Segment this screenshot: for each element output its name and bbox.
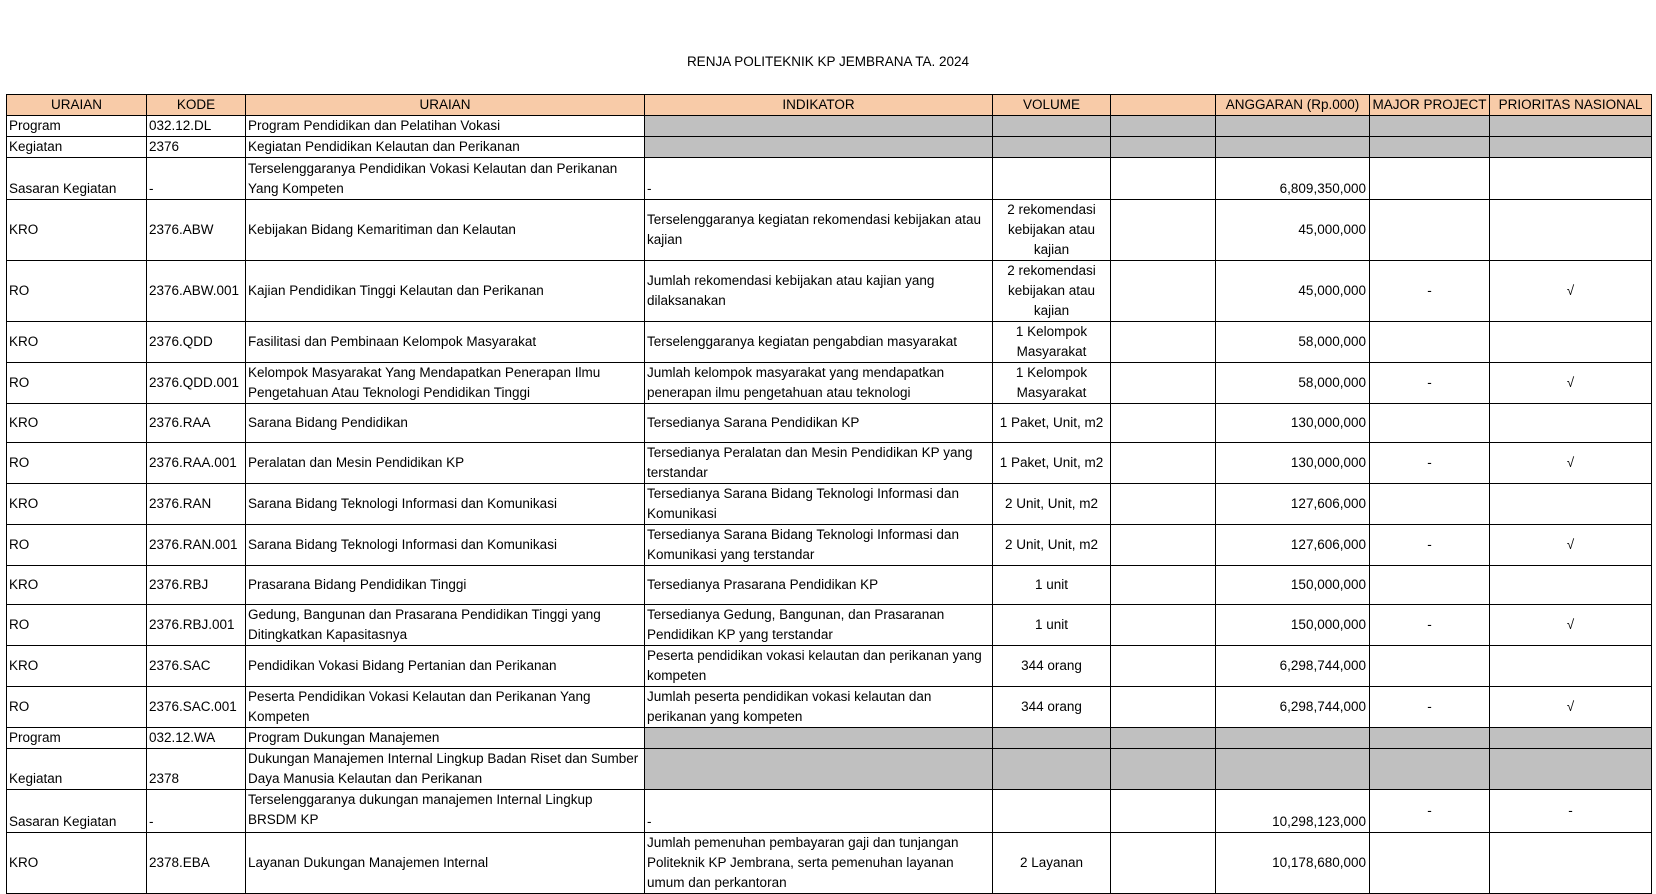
cell-kode: 2378 [147,749,246,790]
cell-kode: 2376.RBJ [147,566,246,605]
cell-kode: 2376.RBJ.001 [147,605,246,646]
cell-blank [1111,137,1216,158]
cell-indikator: Tersedianya Sarana Bidang Teknologi Informasi dan Komunikasi [645,484,993,525]
cell-level: KRO [7,404,147,443]
cell-indikator: - [645,158,993,200]
cell-prioritas-nasional [1490,158,1652,200]
cell-kode: 032.12.WA [147,728,246,749]
table-row [7,116,1652,137]
cell-prioritas-nasional [1490,728,1652,749]
cell-volume: 1 Paket, Unit, m2 [993,443,1111,484]
cell-level: RO [7,687,147,728]
cell-kode: 2376.ABW [147,200,246,261]
cell-volume: 1 unit [993,605,1111,646]
cell-anggaran [1216,137,1370,158]
cell-major-project [1370,404,1490,443]
cell-kode: 2376.RAN.001 [147,525,246,566]
cell-anggaran: 130,000,000 [1216,404,1370,443]
cell-indikator [645,728,993,749]
cell-prioritas-nasional: √ [1490,261,1652,322]
cell-major-project: - [1370,790,1490,833]
cell-anggaran: 127,606,000 [1216,525,1370,566]
cell-level: Sasaran Kegiatan [7,158,147,200]
cell-uraian: Peserta Pendidikan Vokasi Kelautan dan Perikanan Yang Kompeten [246,687,645,728]
cell-level: KRO [7,200,147,261]
cell-uraian: Terselenggaranya Pendidikan Vokasi Kelautan dan Perikanan Yang Kompeten [246,158,645,200]
page-title: RENJA POLITEKNIK KP JEMBRANA TA. 2024 [686,54,970,69]
cell-volume [993,728,1111,749]
cell-kode: 2376.ABW.001 [147,261,246,322]
cell-blank [1111,525,1216,566]
cell-blank [1111,605,1216,646]
cell-uraian: Layanan Dukungan Manajemen Internal [246,833,645,894]
cell-blank [1111,566,1216,605]
cell-anggaran: 6,809,350,000 [1216,158,1370,200]
cell-prioritas-nasional: √ [1490,443,1652,484]
cell-blank [1111,116,1216,137]
cell-major-project [1370,749,1490,790]
table-row [7,687,1652,728]
cell-uraian: Sarana Bidang Teknologi Informasi dan Komunikasi [246,484,645,525]
cell-volume [993,137,1111,158]
cell-blank [1111,687,1216,728]
cell-level: Kegiatan [7,137,147,158]
cell-indikator: Jumlah pemenuhan pembayaran gaji dan tunjangan Politeknik KP Jembrana, serta pemenuhan layanan umum dan perkantoran [645,833,993,894]
table-row [7,200,1652,261]
cell-uraian: Sarana Bidang Pendidikan [246,404,645,443]
cell-indikator: Tersedianya Gedung, Bangunan, dan Prasaranan Pendidikan KP yang terstandar [645,605,993,646]
table-row [7,646,1652,687]
cell-uraian: Kelompok Masyarakat Yang Mendapatkan Penerapan Ilmu Pengetahuan Atau Teknologi Pendidikan Tinggi [246,363,645,404]
cell-kode: 2376 [147,137,246,158]
cell-indikator: Terselenggaranya kegiatan pengabdian masyarakat [645,322,993,363]
table-row [7,322,1652,363]
table-row [7,605,1652,646]
table-row [7,261,1652,322]
cell-anggaran: 58,000,000 [1216,322,1370,363]
cell-major-project [1370,158,1490,200]
table-row [7,790,1652,833]
cell-kode: 2376.RAA [147,404,246,443]
renja-table [6,94,1652,894]
cell-anggaran: 58,000,000 [1216,363,1370,404]
cell-anggaran: 150,000,000 [1216,605,1370,646]
cell-indikator [645,137,993,158]
cell-prioritas-nasional [1490,484,1652,525]
cell-prioritas-nasional [1490,646,1652,687]
cell-major-project [1370,566,1490,605]
cell-blank [1111,833,1216,894]
cell-indikator: Jumlah peserta pendidikan vokasi kelautan dan perikanan yang kompeten [645,687,993,728]
cell-level: Kegiatan [7,749,147,790]
col-header-anggaran: ANGGARAN (Rp.000) [1216,95,1370,116]
table-row [7,443,1652,484]
cell-anggaran: 130,000,000 [1216,443,1370,484]
cell-volume: 1 Kelompok Masyarakat [993,322,1111,363]
cell-blank [1111,404,1216,443]
cell-volume [993,749,1111,790]
cell-anggaran: 6,298,744,000 [1216,687,1370,728]
cell-anggaran [1216,749,1370,790]
cell-prioritas-nasional [1490,137,1652,158]
cell-level: RO [7,443,147,484]
cell-level: RO [7,525,147,566]
cell-level: KRO [7,566,147,605]
col-header-uraian-level: URAIAN [7,95,147,116]
cell-major-project: - [1370,261,1490,322]
cell-level: KRO [7,833,147,894]
cell-uraian: Kajian Pendidikan Tinggi Kelautan dan Perikanan [246,261,645,322]
cell-major-project [1370,728,1490,749]
cell-volume: 2 rekomendasi kebijakan atau kajian [993,261,1111,322]
cell-prioritas-nasional [1490,404,1652,443]
cell-volume: 344 orang [993,646,1111,687]
cell-prioritas-nasional [1490,566,1652,605]
cell-anggaran: 45,000,000 [1216,261,1370,322]
cell-volume [993,790,1111,833]
cell-blank [1111,790,1216,833]
cell-level: RO [7,261,147,322]
cell-prioritas-nasional: √ [1490,525,1652,566]
cell-major-project [1370,322,1490,363]
cell-uraian: Peralatan dan Mesin Pendidikan KP [246,443,645,484]
cell-indikator [645,116,993,137]
cell-anggaran: 10,178,680,000 [1216,833,1370,894]
cell-prioritas-nasional [1490,833,1652,894]
cell-anggaran: 45,000,000 [1216,200,1370,261]
cell-volume: 1 Paket, Unit, m2 [993,404,1111,443]
cell-blank [1111,363,1216,404]
cell-prioritas-nasional [1490,749,1652,790]
cell-volume: 344 orang [993,687,1111,728]
cell-kode: 2376.QDD [147,322,246,363]
cell-volume: 2 Unit, Unit, m2 [993,525,1111,566]
cell-uraian: Kegiatan Pendidikan Kelautan dan Perikanan [246,137,645,158]
cell-level: Sasaran Kegiatan [7,790,147,833]
table-row [7,525,1652,566]
cell-blank [1111,749,1216,790]
cell-prioritas-nasional: - [1490,790,1652,833]
cell-major-project: - [1370,605,1490,646]
cell-kode: 032.12.DL [147,116,246,137]
cell-kode: 2376.SAC [147,646,246,687]
cell-level: Program [7,728,147,749]
cell-anggaran: 150,000,000 [1216,566,1370,605]
cell-indikator: Terselenggaranya kegiatan rekomendasi kebijakan atau kajian [645,200,993,261]
cell-uraian: Fasilitasi dan Pembinaan Kelompok Masyarakat [246,322,645,363]
cell-prioritas-nasional [1490,322,1652,363]
cell-major-project: - [1370,363,1490,404]
cell-major-project: - [1370,525,1490,566]
cell-major-project [1370,200,1490,261]
col-header-blank [1111,95,1216,116]
table-row [7,137,1652,158]
cell-indikator: Tersedianya Peralatan dan Mesin Pendidikan KP yang terstandar [645,443,993,484]
table-row [7,484,1652,525]
cell-anggaran: 127,606,000 [1216,484,1370,525]
cell-blank [1111,158,1216,200]
cell-indikator: Jumlah kelompok masyarakat yang mendapatkan penerapan ilmu pengetahuan atau teknologi [645,363,993,404]
cell-blank [1111,200,1216,261]
cell-volume: 2 rekomendasi kebijakan atau kajian [993,200,1111,261]
cell-level: KRO [7,646,147,687]
table-row [7,566,1652,605]
cell-uraian: Kebijakan Bidang Kemaritiman dan Kelautan [246,200,645,261]
col-header-kode: KODE [147,95,246,116]
cell-prioritas-nasional [1490,116,1652,137]
cell-uraian: Program Pendidikan dan Pelatihan Vokasi [246,116,645,137]
cell-major-project [1370,646,1490,687]
cell-major-project [1370,484,1490,525]
col-header-major-project: MAJOR PROJECT [1370,95,1490,116]
cell-anggaran: 10,298,123,000 [1216,790,1370,833]
cell-kode: 2376.QDD.001 [147,363,246,404]
cell-kode: - [147,790,246,833]
cell-indikator: Tersedianya Prasarana Pendidikan KP [645,566,993,605]
cell-level: KRO [7,484,147,525]
cell-volume [993,158,1111,200]
cell-prioritas-nasional: √ [1490,687,1652,728]
col-header-indikator: INDIKATOR [645,95,993,116]
cell-kode: 2376.RAN [147,484,246,525]
cell-major-project: - [1370,687,1490,728]
cell-indikator: Peserta pendidikan vokasi kelautan dan perikanan yang kompeten [645,646,993,687]
cell-uraian: Sarana Bidang Teknologi Informasi dan Komunikasi [246,525,645,566]
cell-level: Program [7,116,147,137]
cell-blank [1111,484,1216,525]
cell-volume: 1 unit [993,566,1111,605]
cell-prioritas-nasional: √ [1490,605,1652,646]
table-row [7,404,1652,443]
cell-indikator [645,749,993,790]
cell-indikator: Tersedianya Sarana Bidang Teknologi Informasi dan Komunikasi yang terstandar [645,525,993,566]
cell-blank [1111,728,1216,749]
cell-blank [1111,443,1216,484]
cell-major-project [1370,116,1490,137]
cell-uraian: Program Dukungan Manajemen [246,728,645,749]
cell-kode: 2376.RAA.001 [147,443,246,484]
cell-volume: 2 Unit, Unit, m2 [993,484,1111,525]
cell-uraian: Terselenggaranya dukungan manajemen Internal Lingkup BRSDM KP [246,790,645,833]
cell-level: RO [7,605,147,646]
cell-major-project: - [1370,443,1490,484]
cell-level: KRO [7,322,147,363]
cell-blank [1111,646,1216,687]
cell-uraian: Prasarana Bidang Pendidikan Tinggi [246,566,645,605]
table-row [7,158,1652,200]
cell-level: RO [7,363,147,404]
cell-major-project [1370,833,1490,894]
cell-anggaran [1216,116,1370,137]
table-row [7,833,1652,894]
cell-indikator: - [645,790,993,833]
cell-indikator: Jumlah rekomendasi kebijakan atau kajian yang dilaksanakan [645,261,993,322]
cell-kode: 2378.EBA [147,833,246,894]
cell-blank [1111,322,1216,363]
header-row [7,95,1652,116]
cell-volume: 1 Kelompok Masyarakat [993,363,1111,404]
cell-kode: - [147,158,246,200]
cell-uraian: Pendidikan Vokasi Bidang Pertanian dan Perikanan [246,646,645,687]
table-row [7,728,1652,749]
table-row [7,363,1652,404]
cell-indikator: Tersedianya Sarana Pendidikan KP [645,404,993,443]
table-row [7,749,1652,790]
col-header-uraian: URAIAN [246,95,645,116]
cell-anggaran: 6,298,744,000 [1216,646,1370,687]
cell-kode: 2376.SAC.001 [147,687,246,728]
cell-anggaran [1216,728,1370,749]
col-header-prioritas-nasional: PRIORITAS NASIONAL [1490,95,1652,116]
cell-prioritas-nasional: √ [1490,363,1652,404]
col-header-volume: VOLUME [993,95,1111,116]
cell-volume [993,116,1111,137]
cell-major-project [1370,137,1490,158]
cell-uraian: Dukungan Manajemen Internal Lingkup Badan Riset dan Sumber Daya Manusia Kelautan dan Perikanan [246,749,645,790]
cell-blank [1111,261,1216,322]
cell-prioritas-nasional [1490,200,1652,261]
cell-volume: 2 Layanan [993,833,1111,894]
cell-uraian: Gedung, Bangunan dan Prasarana Pendidikan Tinggi yang Ditingkatkan Kapasitasnya [246,605,645,646]
